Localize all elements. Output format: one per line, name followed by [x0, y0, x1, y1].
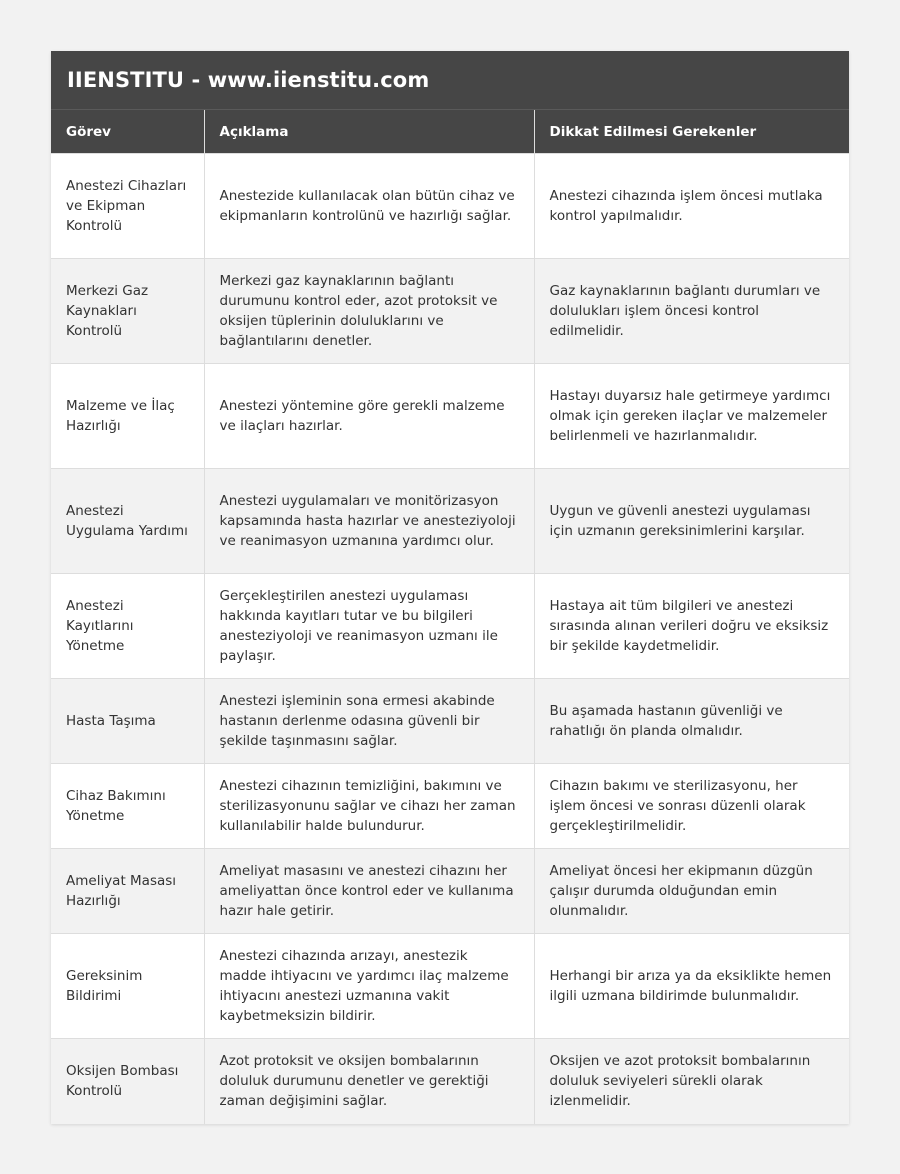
cell-description: Anestezi cihazının temizliğini, bakımını ve sterilizasyonunu sağlar ve cihazı her zaman kullanılabilir halde bulundurur.	[204, 764, 534, 849]
table-row	[51, 259, 849, 364]
table-row	[51, 469, 849, 574]
page-title: IIENSTITU - www.iienstitu.com	[67, 68, 430, 92]
cell-description: Anestezi cihazında arızayı, anestezik madde ihtiyacını ve yardımcı ilaç malzeme ihtiyacını anestezi uzmanına vakit kaybetmeksizin bildirir.	[204, 934, 534, 1039]
column-header-notes: Dikkat Edilmesi Gerekenler	[534, 110, 849, 154]
cell-notes: Ameliyat öncesi her ekipmanın düzgün çalışır durumda olduğundan emin olunmalıdır.	[534, 849, 849, 934]
cell-description: Anestezi işleminin sona ermesi akabinde hastanın derlenme odasına güvenli bir şekilde taşınmasını sağlar.	[204, 679, 534, 764]
cell-task: Cihaz Bakımını Yönetme	[51, 764, 204, 849]
cell-notes: Hastaya ait tüm bilgileri ve anestezi sırasında alınan verileri doğru ve eksiksiz bir şekilde kaydetmelidir.	[534, 574, 849, 679]
cell-notes: Gaz kaynaklarının bağlantı durumları ve dolulukları işlem öncesi kontrol edilmelidir.	[534, 259, 849, 364]
cell-task: Malzeme ve İlaç Hazırlığı	[51, 364, 204, 469]
cell-notes: Bu aşamada hastanın güvenliği ve rahatlığı ön planda olmalıdır.	[534, 679, 849, 764]
cell-description: Anestezi uygulamaları ve monitörizasyon kapsamında hasta hazırlar ve anesteziyoloji ve reanimasyon uzmanına yardımcı olur.	[204, 469, 534, 574]
title-bar	[51, 51, 849, 109]
cell-notes: Hastayı duyarsız hale getirmeye yardımcı olmak için gereken ilaçlar ve malzemeler belirlenmeli ve hazırlanmalıdır.	[534, 364, 849, 469]
cell-task: Merkezi Gaz Kaynakları Kontrolü	[51, 259, 204, 364]
cell-task: Anestezi Uygulama Yardımı	[51, 469, 204, 574]
table-row	[51, 154, 849, 259]
table-row	[51, 679, 849, 764]
table-row	[51, 934, 849, 1039]
cell-notes: Uygun ve güvenli anestezi uygulaması için uzmanın gereksinimlerini karşılar.	[534, 469, 849, 574]
cell-description: Ameliyat masasını ve anestezi cihazını her ameliyattan önce kontrol eder ve kullanıma hazır hale getirir.	[204, 849, 534, 934]
cell-description: Merkezi gaz kaynaklarının bağlantı durumunu kontrol eder, azot protoksit ve oksijen tüplerinin doluluklarını ve bağlantılarını denetler.	[204, 259, 534, 364]
cell-notes: Cihazın bakımı ve sterilizasyonu, her işlem öncesi ve sonrası düzenli olarak gerçekleştirilmelidir.	[534, 764, 849, 849]
cell-task: Oksijen Bombası Kontrolü	[51, 1039, 204, 1124]
table-body	[51, 154, 849, 1124]
cell-notes: Oksijen ve azot protoksit bombalarının doluluk seviyeleri sürekli olarak izlenmelidir.	[534, 1039, 849, 1124]
column-header-task: Görev	[51, 110, 204, 154]
table-row	[51, 849, 849, 934]
cell-task: Hasta Taşıma	[51, 679, 204, 764]
cell-notes: Anestezi cihazında işlem öncesi mutlaka kontrol yapılmalıdır.	[534, 154, 849, 259]
table-row	[51, 364, 849, 469]
table-header	[51, 110, 849, 154]
cell-task: Gereksinim Bildirimi	[51, 934, 204, 1039]
table-row	[51, 1039, 849, 1124]
cell-task: Ameliyat Masası Hazırlığı	[51, 849, 204, 934]
column-header-description: Açıklama	[204, 110, 534, 154]
cell-task: Anestezi Kayıtlarını Yönetme	[51, 574, 204, 679]
cell-description: Anestezi yöntemine göre gerekli malzeme ve ilaçları hazırlar.	[204, 364, 534, 469]
cell-description: Anestezide kullanılacak olan bütün cihaz ve ekipmanların kontrolünü ve hazırlığı sağlar.	[204, 154, 534, 259]
tasks-table	[51, 109, 849, 1124]
header-row	[51, 110, 849, 154]
table-row	[51, 764, 849, 849]
content-card	[51, 51, 849, 1124]
cell-description: Gerçekleştirilen anestezi uygulaması hakkında kayıtları tutar ve bu bilgileri anesteziyoloji ve reanimasyon uzmanı ile paylaşır.	[204, 574, 534, 679]
cell-task: Anestezi Cihazları ve Ekipman Kontrolü	[51, 154, 204, 259]
cell-description: Azot protoksit ve oksijen bombalarının doluluk durumunu denetler ve gerektiği zaman değişimini sağlar.	[204, 1039, 534, 1124]
table-row	[51, 574, 849, 679]
cell-notes: Herhangi bir arıza ya da eksiklikte hemen ilgili uzmana bildirimde bulunmalıdır.	[534, 934, 849, 1039]
